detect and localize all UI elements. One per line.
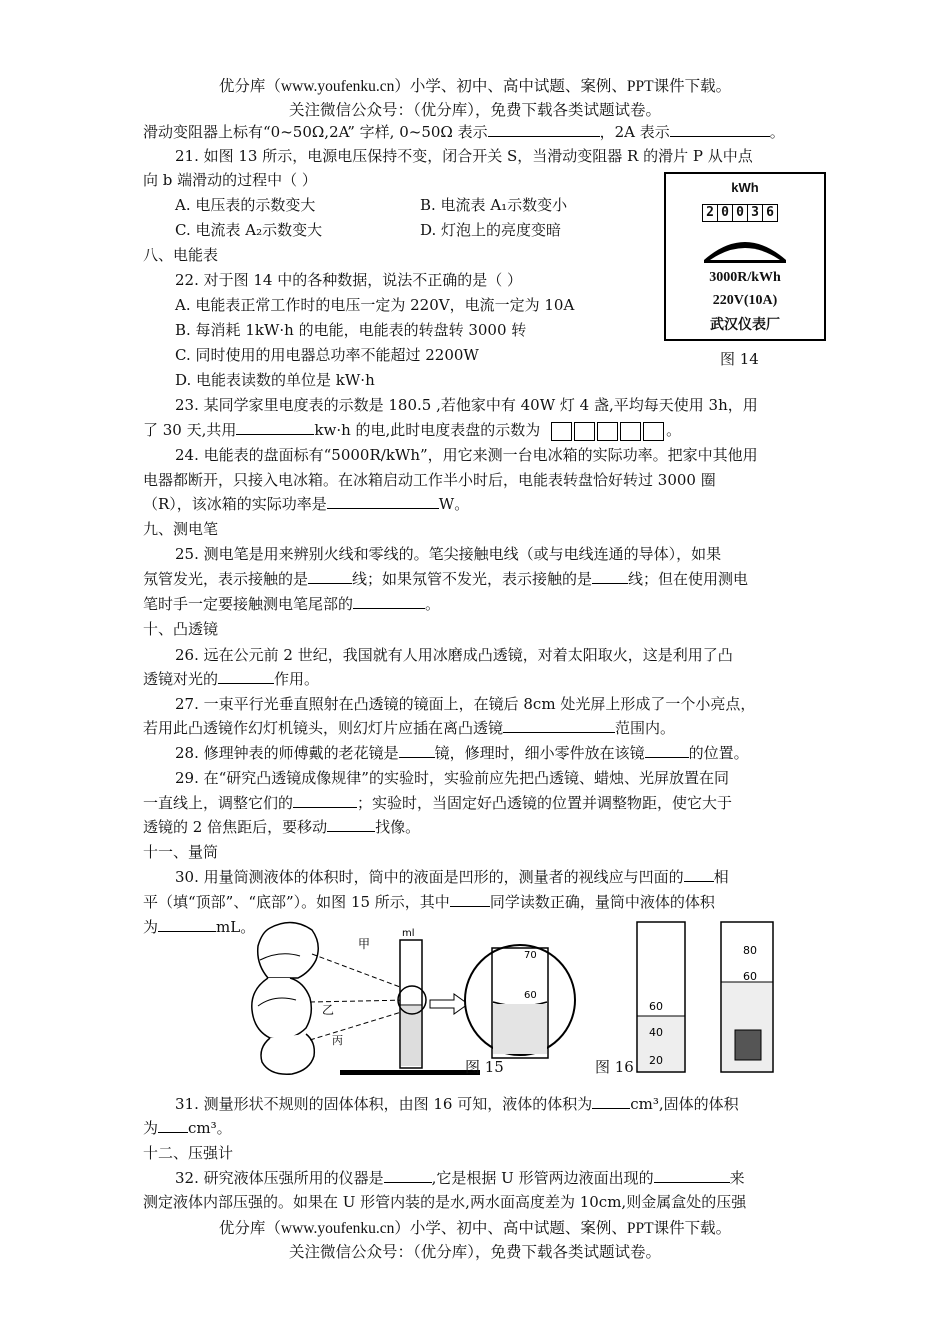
option-22b: B. 每消耗 1kW·h 的电能，电能表的转盘转 3000 转 <box>175 321 527 339</box>
question-32-cont: 测定液体内部压强的。如果在 U 形管内装的是水,两水面高度差为 10cm,则金属盒处的压强 <box>143 1193 747 1211</box>
option-22c: C. 同时使用的用电器总功率不能超过 2200W <box>175 346 479 364</box>
right-tick-60: 60 <box>743 970 757 983</box>
cylinder-unit: ml <box>402 928 415 939</box>
question-27: 27. 一束平行光垂直照射在凸透镜的镜面上，在镜后 8cm 处光屏上形成了一个小亮点， <box>175 695 756 713</box>
meter-digit: 0 <box>718 204 733 222</box>
meter-digit: 0 <box>733 204 748 222</box>
question-30-cont: 平（填“顶部”、“底部”）。如图 15 所示，其中 同学读数正确，量筒中液体的体积 <box>143 893 715 911</box>
right-tick-80: 80 <box>743 944 757 957</box>
answer-box[interactable] <box>597 422 618 441</box>
question-23-cont: 了 30 天,共用 kw·h 的电,此时电度表盘的示数为 。 <box>143 421 682 439</box>
option-21a: A. 电压表的示数变大 <box>175 196 316 214</box>
meter-unit: kWh <box>731 180 759 195</box>
question-24-cont2: （R），该冰箱的实际功率是 W。 <box>143 495 470 513</box>
option-21d: D. 灯泡上的亮度变暗 <box>420 221 562 239</box>
meter-rating: 220V(10A) <box>712 293 778 308</box>
meter-digit: 2 <box>702 204 718 222</box>
question-24-cont: 电器都断开，只接入电冰箱。在冰箱启动工作半小时后，电能表转盘恰好转过 3000 圈 <box>143 471 716 489</box>
question-26: 26. 远在公元前 2 世纪，我国就有人用冰磨成凸透镜，对着太阳取火，这是利用了凸 <box>175 646 733 664</box>
question-24: 24. 电能表的盘面标有“5000R/kWh”，用它来测一台电冰箱的实际功率。把家中其他用 <box>175 446 758 464</box>
meter-reading-boxes <box>551 420 666 441</box>
question-29-cont: 一直线上，调整它们的 ；实验时，当固定好凸透镜的位置并调整物距，使它大于 <box>143 794 733 812</box>
question-25-cont2: 笔时手一定要接触测电笔尾部的 。 <box>143 595 441 613</box>
header-line-1: 优分库（www.youfenku.cn）小学、初中、高中试题、案例、PPT课件下载。 <box>218 78 732 95</box>
figure-16-cylinders <box>625 920 790 1080</box>
left-tick-40: 40 <box>649 1026 663 1039</box>
meter-maker: 武汉仪表厂 <box>710 317 780 333</box>
answer-box[interactable] <box>551 422 572 441</box>
question-23: 23. 某同学家里电度表的示数是 180.5 ,若他家中有 40W 灯 4 盏,平均每天使用 3h，用 <box>175 396 758 414</box>
answer-box[interactable] <box>643 422 664 441</box>
meter-digits <box>702 204 778 222</box>
figure-15-caption: 图 15 <box>465 1058 504 1076</box>
question-29-cont2: 透镜的 2 倍焦距后，要移动 找像。 <box>143 818 421 836</box>
question-31: 31. 测量形状不规则的固体体积，由图 16 可知，液体的体积为 cm³,固体的体积 <box>175 1095 739 1113</box>
label-jia: 甲 <box>358 937 371 951</box>
meter-rate: 3000R/kWh <box>709 270 781 285</box>
question-30: 30. 用量筒测液体的体积时，筒中的液面是凹形的，测量者的视线应与凹面的 相 <box>175 868 729 886</box>
figure-14-caption: 图 14 <box>720 350 759 368</box>
left-tick-60: 60 <box>649 1000 663 1013</box>
section-12-title: 十二、压强计 <box>143 1144 234 1162</box>
meter-digit: 3 <box>748 204 763 222</box>
meter-digit: 6 <box>763 204 778 222</box>
question-27-cont: 若用此凸透镜作幻灯机镜头，则幻灯片应插在离凸透镜 范围内。 <box>143 719 676 737</box>
section-11-title: 十一、量筒 <box>143 843 219 861</box>
electric-meter-figure <box>664 172 826 341</box>
question-28: 28. 修理钟表的师傅戴的老花镜是 镜，修理时，细小零件放在该镜 的位置。 <box>175 744 749 762</box>
question-25: 25. 测电笔是用来辨别火线和零线的。笔尖接触电线（或与电线连通的导体），如果 <box>175 545 722 563</box>
header-line-2: 关注微信公众号：（优分库），免费下载各类试题试卷。 <box>288 102 661 119</box>
answer-box[interactable] <box>620 422 641 441</box>
question-21: 21. 如图 13 所示，电源电压保持不变，闭合开关 S，当滑动变阻器 R 的滑片 P 从中点 <box>175 147 753 165</box>
question-29: 29. 在“研究凸透镜成像规律”的实验时，实验前应先把凸透镜、蜡烛、光屏放置在同 <box>175 769 729 787</box>
footer-line-1: 优分库（www.youfenku.cn）小学、初中、高中试题、案例、PPT课件下载。 <box>218 1220 732 1237</box>
section-10-title: 十、凸透镜 <box>143 620 219 638</box>
meter-dial-window <box>702 230 788 266</box>
question-32: 32. 研究液体压强所用的仪器是 ,它是根据 U 形管两边液面出现的 来 <box>175 1169 745 1187</box>
option-21c: C. 电流表 A₂示数变大 <box>175 221 323 239</box>
question-22: 22. 对于图 14 中的各种数据，说法不正确的是（ ） <box>175 271 523 289</box>
section-9-title: 九、测电笔 <box>143 520 219 538</box>
question-31-cont: 为 cm³。 <box>143 1119 232 1137</box>
question-20-tail: 滑动变阻器上标有“0~50Ω,2A” 字样, 0~50Ω 表示 ，2A 表示 。 <box>143 123 785 141</box>
option-22a: A. 电能表正常工作时的电压一定为 220V，电流一定为 10A <box>175 296 575 314</box>
answer-box[interactable] <box>574 422 595 441</box>
option-22d: D. 电能表读数的单位是 kW·h <box>175 371 375 389</box>
figure-15-graduated-cylinder-reading <box>240 920 585 1082</box>
question-21-cont: 向 b 端滑动的过程中（ ） <box>143 171 317 189</box>
question-30-cont2: 为 mL。 <box>143 918 256 936</box>
section-8-title: 八、电能表 <box>143 246 219 264</box>
label-yi: 乙 <box>322 1003 335 1017</box>
question-26-cont: 透镜对光的 作用。 <box>143 670 320 688</box>
tick-70: 70 <box>524 950 537 961</box>
tick-60: 60 <box>524 990 537 1001</box>
left-tick-20: 20 <box>649 1054 663 1067</box>
option-21b: B. 电流表 A₁示数变小 <box>420 196 568 214</box>
figure-16-caption: 图 16 <box>595 1058 634 1076</box>
footer-line-2: 关注微信公众号：（优分库），免费下载各类试题试卷。 <box>288 1244 661 1261</box>
question-25-cont: 氖管发光，表示接触的是 线；如果氖管不发光，表示接触的是 线；但在使用测电 <box>143 570 749 588</box>
label-bing: 丙 <box>332 1034 343 1047</box>
